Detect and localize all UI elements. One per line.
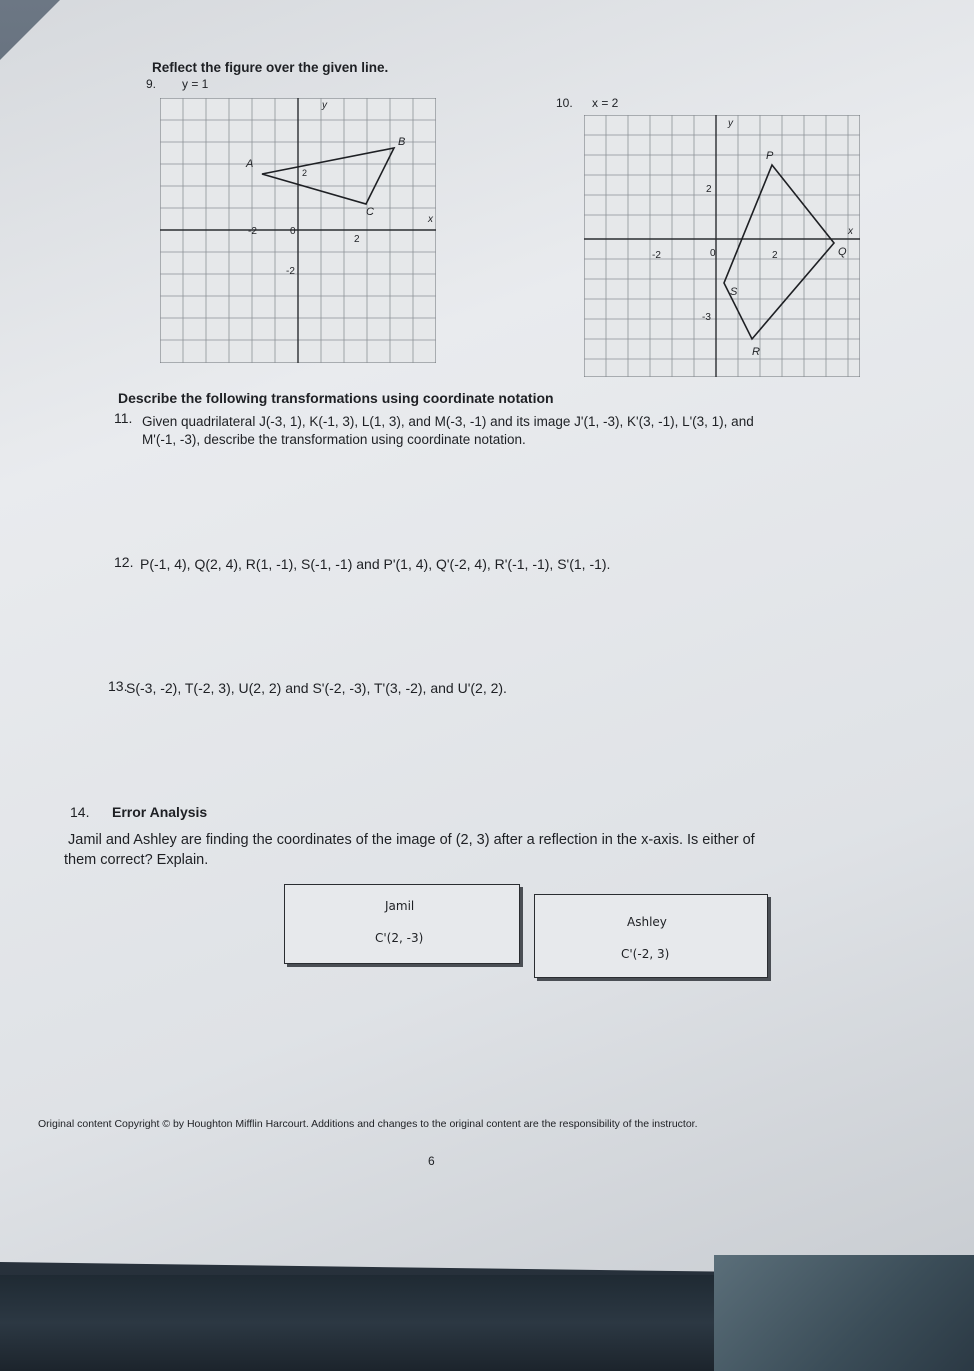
q12-text: P(-1, 4), Q(2, 4), R(1, -1), S(-1, -1) and P'(1, 4), Q'(-2, 4), R'(-1, -1), S'(1, -1). xyxy=(140,556,611,572)
p9-tick-yneg2: -2 xyxy=(286,266,295,277)
p10-label-p: P xyxy=(766,150,774,162)
q12-number: 12. xyxy=(114,554,134,570)
problem-9-number: 9. xyxy=(146,77,157,91)
p10-tick-y2: 2 xyxy=(706,184,712,195)
p10-axis-x-label: x xyxy=(848,226,853,237)
p9-tick-2: 2 xyxy=(354,234,360,245)
ashley-answer: C'(-2, 3) xyxy=(621,947,670,961)
jamil-answer: C'(2, -3) xyxy=(375,931,424,945)
instruction-text: Reflect the figure over the given line. xyxy=(152,60,389,75)
p10-axis-y-label: y xyxy=(728,118,733,129)
q14-line1: Jamil and Ashley are finding the coordinates of the image of (2, 3) after a reflection in the x-axis. Is either of xyxy=(68,832,755,848)
p9-axis-x-label: x xyxy=(428,214,433,225)
jamil-answer-box xyxy=(284,884,520,964)
q13-number: 13. xyxy=(108,678,128,694)
q13-text: S(-3, -2), T(-2, 3), U(2, 2) and S'(-2, -3), T'(3, -2), and U'(2, 2). xyxy=(126,680,507,696)
problem-10-line: x = 2 xyxy=(592,96,619,110)
ashley-name: Ashley xyxy=(627,915,667,929)
p10-tick-0: 0 xyxy=(710,248,716,259)
section-title: Describe the following transformations using coordinate notation xyxy=(118,390,554,406)
problem-10-grid xyxy=(584,115,860,377)
p9-tick-0: 0 xyxy=(290,226,296,237)
copyright-footer: Original content Copyright © by Houghton Mifflin Harcourt. Additions and changes to the original content are the responsibility of the instructor. xyxy=(38,1118,698,1130)
ashley-answer-box xyxy=(534,894,768,978)
page-number: 6 xyxy=(428,1154,435,1168)
p10-tick-neg2: -2 xyxy=(652,250,661,261)
q11-line1: Given quadrilateral J(-3, 1), K(-1, 3), L(1, 3), and M(-3, -1) and its image J'(1, -3), K'(3, -1), L'(3, 1), and xyxy=(142,414,754,429)
problem-10-number: 10. xyxy=(556,96,573,110)
q11-number: 11. xyxy=(114,410,133,426)
q11-line2: M'(-1, -3), describe the transformation using coordinate notation. xyxy=(142,432,526,447)
problem-9-grid xyxy=(160,98,436,363)
fabric-corner xyxy=(714,1255,974,1371)
p9-tick-neg2: -2 xyxy=(248,226,257,237)
q14-title: Error Analysis xyxy=(112,804,208,820)
p10-label-s: S xyxy=(730,286,738,298)
p9-tick-y2: 2 xyxy=(302,168,308,178)
p10-label-r: R xyxy=(752,346,760,358)
p9-label-a: A xyxy=(246,158,254,170)
p10-label-q: Q xyxy=(838,246,847,258)
q14-line2: them correct? Explain. xyxy=(64,852,209,868)
p9-label-b: B xyxy=(398,136,406,148)
p10-tick-yneg3: -3 xyxy=(702,312,711,323)
jamil-name: Jamil xyxy=(385,899,415,913)
p9-label-c: C xyxy=(366,206,374,218)
p9-axis-y-label: y xyxy=(322,100,327,111)
q14-number: 14. xyxy=(70,804,90,820)
problem-9-line: y = 1 xyxy=(182,77,209,91)
p10-tick-2: 2 xyxy=(772,250,778,261)
